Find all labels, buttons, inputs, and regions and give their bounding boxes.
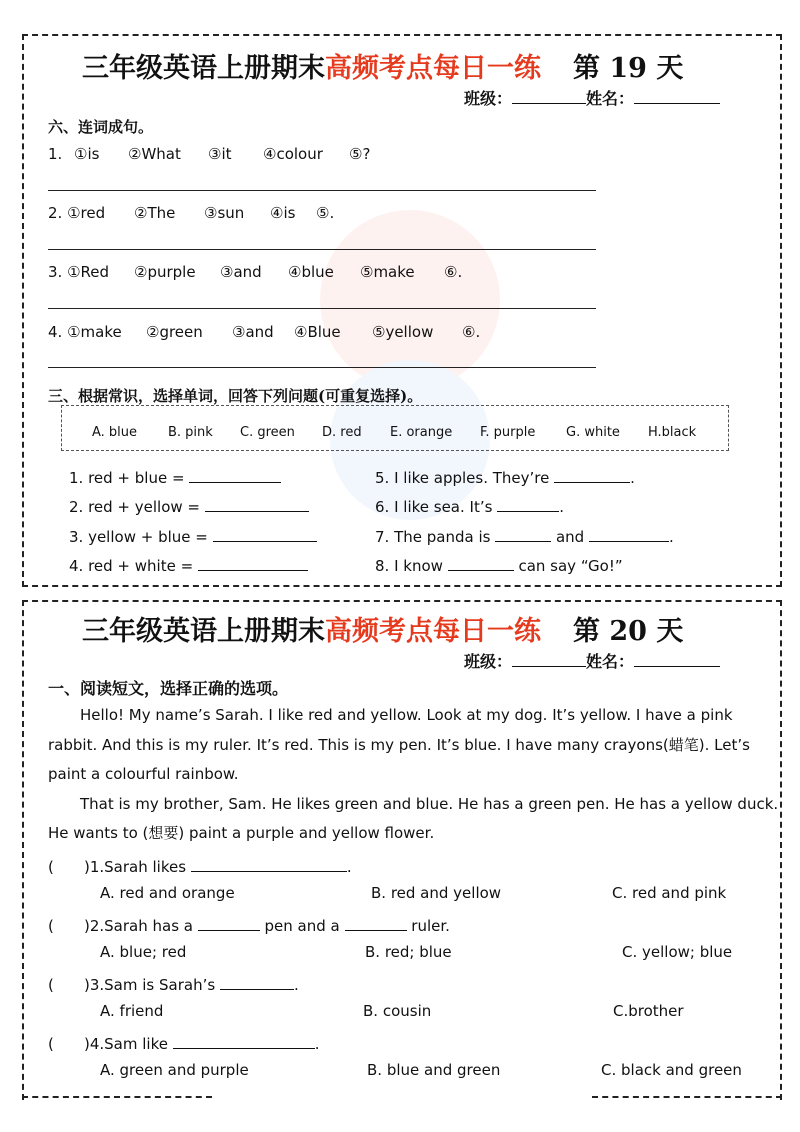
option-h: H.black (648, 425, 697, 440)
fill-q1: 1. red + blue = (69, 466, 281, 487)
blank[interactable] (198, 554, 308, 571)
q3-option-a[interactable]: A. friend (100, 1002, 164, 1020)
sentence-4: 4. ①make ②green ③and ④Blue ⑤yellow ⑥. (48, 323, 481, 341)
q1-option-b[interactable]: B. red and yellow (371, 884, 502, 902)
option-g: G. white (566, 425, 620, 440)
option-f: F. purple (480, 425, 536, 440)
question-1: ( )1.Sarah likes . (48, 855, 352, 876)
q1-option-c[interactable]: C. red and pink (612, 884, 727, 902)
q2-option-a[interactable]: A. blue; red (100, 943, 187, 961)
word-options (92, 425, 696, 440)
option-d: D. red (322, 425, 362, 440)
answer-line-4[interactable] (48, 367, 596, 368)
blank[interactable] (191, 855, 347, 872)
q4-option-b[interactable]: B. blue and green (367, 1061, 501, 1079)
frame-bottom-left (22, 1096, 212, 1098)
answer-line-2[interactable] (48, 249, 596, 250)
question-2: ( )2.Sarah has a pen and a ruler. (48, 914, 450, 935)
day19-title: 三年级英语上册期末高频考点每日一练 第 19 天 (82, 53, 684, 84)
blank[interactable] (554, 466, 630, 483)
blank[interactable] (198, 914, 260, 931)
blank[interactable] (189, 466, 281, 483)
q4-option-a[interactable]: A. green and purple (100, 1061, 249, 1079)
blank[interactable] (173, 1032, 315, 1049)
blank[interactable] (589, 525, 669, 542)
blank[interactable] (495, 525, 551, 542)
blank[interactable] (448, 554, 514, 571)
blank[interactable] (220, 973, 294, 990)
day20-title: 三年级英语上册期末高频考点每日一练 第 20 天 (82, 616, 684, 647)
fill-q5: 5. I like apples. They’re . (375, 466, 635, 487)
section3-heading: 三、根据常识，选择单词，回答下列问题(可重复选择)。 (48, 387, 423, 405)
section1-heading: 一、阅读短文，选择正确的选项。 (48, 679, 289, 698)
sentence-1: 1. ①is ②What ③it ④colour ⑤? (48, 145, 371, 163)
q3-option-b[interactable]: B. cousin (363, 1002, 432, 1020)
fill-q7: 7. The panda is and . (375, 525, 674, 546)
option-e: E. orange (390, 425, 453, 440)
frame-bottom-right (592, 1096, 782, 1098)
q2-option-b[interactable]: B. red; blue (365, 943, 452, 961)
class-blank[interactable] (512, 87, 586, 104)
sentence-2: 2. ①red ②The ③sun ④is ⑤. (48, 204, 335, 222)
question-3: ( )3.Sam is Sarah’s . (48, 973, 299, 994)
blank[interactable] (205, 495, 309, 512)
day19-class-name-line: 班级： 姓名： (464, 86, 720, 109)
day20-frame (22, 600, 782, 1100)
fill-q3: 3. yellow + blue = (69, 525, 317, 546)
class-blank[interactable] (512, 650, 586, 667)
passage-line-1: Hello! My name’s Sarah. I like red and yellow. Look at my dog. It’s yellow. I have a pink (80, 706, 733, 724)
q2-option-c[interactable]: C. yellow; blue (622, 943, 733, 961)
blank[interactable] (213, 525, 317, 542)
q4-option-c[interactable]: C. black and green (601, 1061, 742, 1079)
option-c: C. green (240, 425, 295, 440)
day20-class-name-line: 班级： 姓名： (464, 649, 720, 672)
name-blank[interactable] (634, 650, 720, 667)
passage-line-2: rabbit. And this is my ruler. It’s red. This is my pen. It’s blue. I have many crayons(蜡笔). Let’s (48, 736, 750, 754)
name-blank[interactable] (634, 87, 720, 104)
passage-line-4: That is my brother, Sam. He likes green and blue. He has a green pen. He has a yellow duck. (80, 795, 779, 813)
passage-line-3: paint a colourful rainbow. (48, 765, 239, 783)
answer-line-1[interactable] (48, 190, 596, 191)
question-4: ( )4.Sam like . (48, 1032, 320, 1053)
option-a: A. blue (92, 425, 138, 440)
blank[interactable] (497, 495, 559, 512)
option-b: B. pink (168, 425, 213, 440)
q1-option-a[interactable]: A. red and orange (100, 884, 235, 902)
fill-q4: 4. red + white = (69, 554, 308, 575)
q3-option-c[interactable]: C.brother (613, 1002, 684, 1020)
sentence-3: 3. ①Red ②purple ③and ④blue ⑤make ⑥. (48, 263, 463, 281)
fill-q8: 8. I know can say “Go!” (375, 554, 623, 575)
blank[interactable] (345, 914, 407, 931)
passage-line-5: He wants to (想要) paint a purple and yellow flower. (48, 824, 435, 842)
fill-q6: 6. I like sea. It’s . (375, 495, 564, 516)
section6-heading: 六、连词成句。 (48, 118, 154, 136)
answer-line-3[interactable] (48, 308, 596, 309)
fill-q2: 2. red + yellow = (69, 495, 309, 516)
